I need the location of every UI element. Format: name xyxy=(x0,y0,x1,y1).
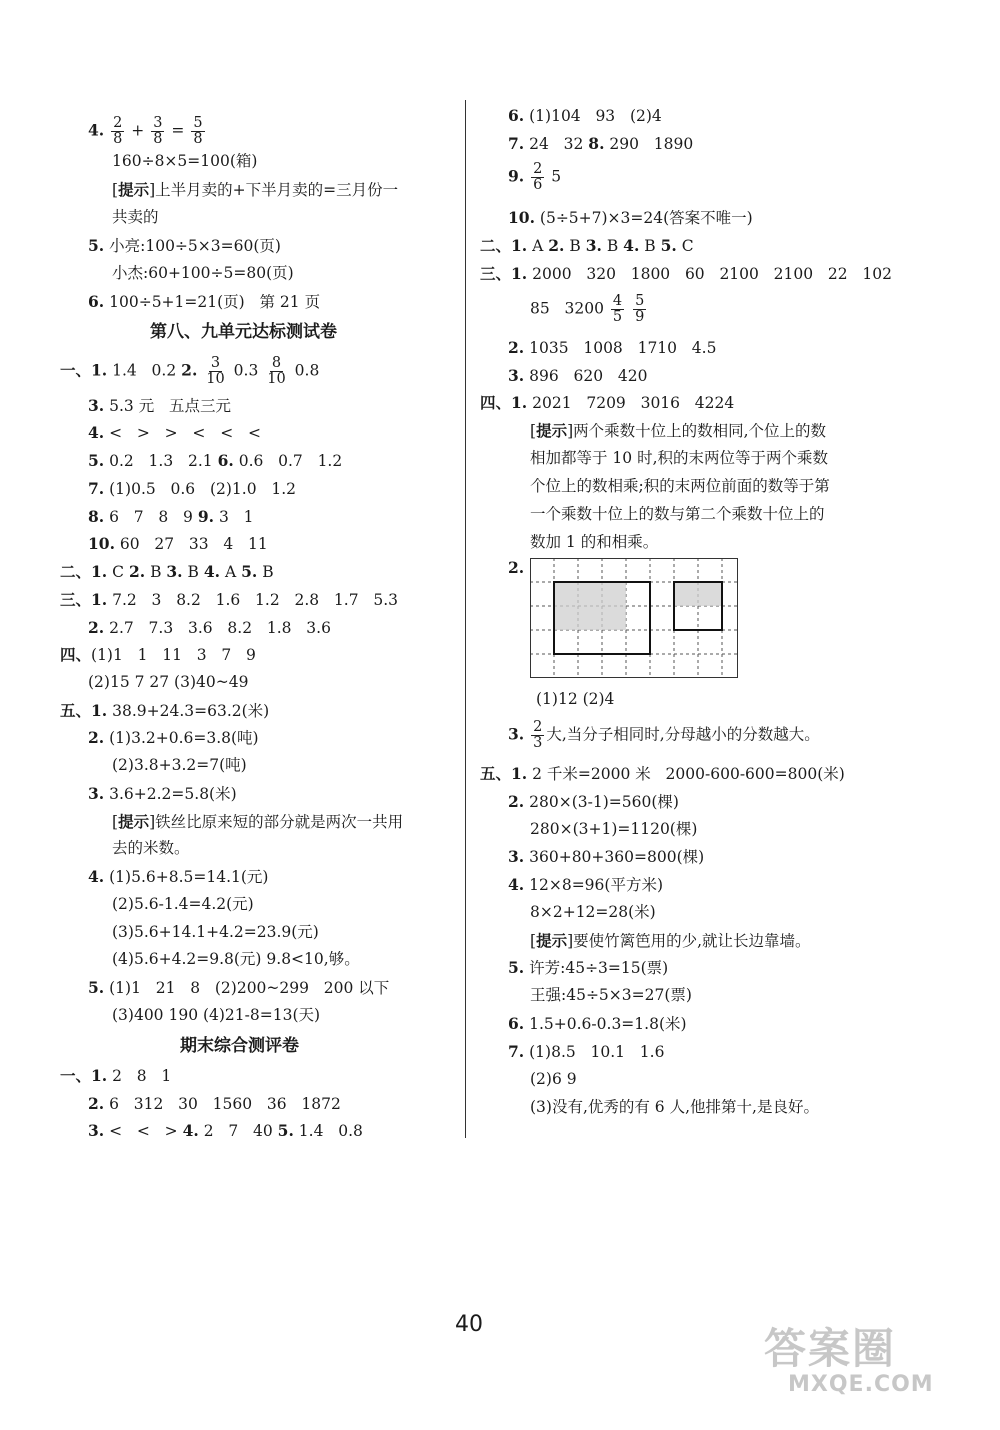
s2-line xyxy=(60,564,274,581)
answer-text: 3 1 xyxy=(218,508,254,526)
answer-text: 3.6+2.2=5.8(米) xyxy=(109,785,237,803)
hint-text: ]两个乘数十位上的数相同,个位上的数 xyxy=(567,422,827,440)
q-label: 10. xyxy=(508,208,535,227)
s1-q5-line xyxy=(88,453,342,470)
answer-text: 2 8 1 xyxy=(112,1067,172,1085)
answer-line: (2)3.8+3.2=7(吨) xyxy=(112,756,247,774)
hint-text: 一个乘数十位上的数与第二个乘数十位上的 xyxy=(530,505,825,523)
q6-line xyxy=(88,294,320,311)
q-label: 4. xyxy=(623,236,640,255)
q-label: 5. xyxy=(660,236,677,255)
answer-text: 896 620 420 xyxy=(529,367,648,385)
r9-line xyxy=(508,162,561,193)
s5-q4-line xyxy=(88,869,268,886)
answer-line: (2)5.6-1.4=4.2(元) xyxy=(112,895,254,913)
fraction xyxy=(111,116,124,147)
q-label: 一、1. xyxy=(60,360,108,380)
q-label: 2. xyxy=(548,236,565,255)
q-label: 五、1. xyxy=(480,764,528,783)
answer-text: 360+80+360=800(棵) xyxy=(529,848,705,866)
fraction xyxy=(151,116,164,147)
answer-text: (1)1 1 11 3 7 9 xyxy=(91,646,256,664)
fraction xyxy=(633,294,646,325)
q-label: 6. xyxy=(88,292,105,311)
q-label: 7. xyxy=(508,1042,525,1061)
answer-line: 8×2+12=28(米) xyxy=(530,903,656,921)
rs4-q2-label-line xyxy=(508,560,524,577)
answer-text: 2000 320 1800 60 2100 2100 22 102 xyxy=(532,265,892,283)
denominator: 10 xyxy=(206,371,225,388)
q-label: 三、1. xyxy=(480,264,528,283)
answer-text: 0.2 1.3 2.1 xyxy=(109,452,213,470)
hint-text: ]铁丝比原来短的部分就是两次一共用 xyxy=(149,813,404,831)
q-label: 4. xyxy=(203,562,221,581)
answer-text: 5 xyxy=(551,167,562,186)
q-label: 3. xyxy=(88,784,105,803)
q-label: 8. xyxy=(588,134,605,153)
numerator: 3 xyxy=(153,115,163,131)
bracket: [ xyxy=(530,422,537,440)
q-label: 2. xyxy=(508,338,525,357)
answer-text: < > > < < < xyxy=(109,424,261,442)
q-label: 6. xyxy=(508,106,525,125)
hint-line xyxy=(530,423,826,440)
rs4-q3-line xyxy=(508,720,820,751)
answer-text: A xyxy=(532,237,544,255)
denominator: 9 xyxy=(635,309,645,326)
answer-text: 1.4 0.8 xyxy=(298,1122,363,1140)
hint-tag: 提示 xyxy=(536,931,568,950)
q-label: 3. xyxy=(88,1121,105,1140)
denominator: 5 xyxy=(612,309,623,326)
rs5-q3-line xyxy=(508,849,704,866)
rs5-q7-line xyxy=(508,1044,664,1061)
answer-text: 12×8=96(平方米) xyxy=(529,876,664,894)
plus-sign: + xyxy=(131,121,145,140)
q-label: 3. xyxy=(166,562,183,581)
answer-text: (1)3.2+0.6=3.8(吨) xyxy=(109,729,259,747)
answer-line: (2)6 9 xyxy=(530,1070,577,1088)
rs5-q6-line xyxy=(508,1016,687,1033)
fraction xyxy=(611,294,624,325)
hint-tag: 提示 xyxy=(118,812,150,831)
answer-line: (3)5.6+14.1+4.2=23.9(元) xyxy=(112,923,319,941)
q5-line xyxy=(88,238,281,255)
section-title: 期末综合测评卷 xyxy=(180,1036,299,1056)
q-label: 2. xyxy=(88,618,105,637)
q-label: 三、1. xyxy=(60,590,108,609)
rs3-line-b xyxy=(530,294,648,325)
hint-tag: 提示 xyxy=(118,180,150,199)
hint-text: 个位上的数相乘;积的末两位前面的数等于第 xyxy=(530,477,830,495)
answer-text: (1)5.6+8.5=14.1(元) xyxy=(109,868,269,886)
f1-q3-line xyxy=(88,1123,363,1140)
equals-sign: = xyxy=(171,121,185,140)
answer-text: 38.9+24.3=63.2(米) xyxy=(112,702,270,720)
q-label: 2. xyxy=(508,792,525,811)
rs3-q2-line xyxy=(508,340,716,357)
q-label: 3. xyxy=(88,396,105,415)
q-label: 3. xyxy=(508,366,525,385)
q-label: 9. xyxy=(197,507,215,526)
numerator: 3 xyxy=(210,355,221,371)
hint-line xyxy=(112,814,403,831)
hint-text: 去的米数。 xyxy=(112,839,190,857)
denominator: 3 xyxy=(533,735,543,752)
numerator: 5 xyxy=(635,293,645,309)
q-label: 四、1. xyxy=(480,393,528,412)
shaded-area-1 xyxy=(554,582,626,630)
hint-text: 共卖的 xyxy=(112,208,159,226)
fraction xyxy=(265,356,287,387)
hint-line xyxy=(112,182,398,199)
denominator: 8 xyxy=(113,131,123,148)
s3-q2-line xyxy=(88,620,331,637)
hint-line xyxy=(530,933,811,950)
f1-line xyxy=(60,1068,171,1085)
f1-q2-line xyxy=(88,1096,341,1113)
watermark-text: 答案圈 xyxy=(764,1324,897,1373)
answer-line: 280×(3+1)=1120(棵) xyxy=(530,820,698,838)
column-divider xyxy=(465,100,466,1138)
numerator: 5 xyxy=(193,115,203,131)
q-label: 3. xyxy=(508,847,525,866)
answer-text: 1035 1008 1710 4.5 xyxy=(529,339,717,357)
hint-text: ]上半月卖的+下半月卖的=三月份一 xyxy=(149,181,399,199)
denominator: 8 xyxy=(193,131,203,148)
answer-text: B xyxy=(150,563,162,581)
answer-text: 0.8 xyxy=(294,361,320,380)
answer-text: A xyxy=(224,563,237,581)
fraction xyxy=(531,162,544,193)
q-label: 5. xyxy=(508,958,525,977)
grid-svg xyxy=(530,558,740,682)
shaded-area-2 xyxy=(674,582,722,606)
hint-text: ]要使竹篱笆用的少,就让长边靠墙。 xyxy=(567,932,811,950)
bracket: [ xyxy=(112,813,119,831)
s3-line xyxy=(60,592,398,609)
q-label: 5. xyxy=(88,236,105,255)
q-label: 5. xyxy=(241,562,258,581)
rs5-q2-line xyxy=(508,794,679,811)
watermark-logo xyxy=(758,1316,978,1408)
bracket: [ xyxy=(530,932,537,950)
numerator: 2 xyxy=(533,161,543,177)
denominator: 8 xyxy=(153,131,163,148)
r6-line xyxy=(508,108,662,125)
answer-text: < < > xyxy=(109,1122,178,1140)
hint-text: 相加都等于 10 时,积的末两位等于两个乘数 xyxy=(530,449,829,467)
numerator: 2 xyxy=(113,115,123,131)
q-label: 2. xyxy=(508,558,525,577)
answer-text: 100÷5+1=21(页) 第 21 页 xyxy=(109,293,321,311)
answer-text: 7.2 3 8.2 1.6 1.2 2.8 1.7 5.3 xyxy=(112,591,399,609)
answer-text: B xyxy=(187,563,199,581)
rs5-q5-line xyxy=(508,960,668,977)
q-label: 7. xyxy=(88,479,105,498)
s5-q2-line xyxy=(88,730,259,747)
answer-text: 小亮:100÷5×3=60(页) xyxy=(109,237,281,255)
q-label: 2. xyxy=(128,562,146,581)
r7-line xyxy=(508,136,693,153)
s1-q8-line xyxy=(88,509,254,526)
q-label: 7. xyxy=(508,134,525,153)
s4-line xyxy=(60,647,256,664)
answer-text: 0.3 xyxy=(233,361,259,380)
answer-text: 2 7 40 xyxy=(203,1122,273,1140)
q-label: 二、1. xyxy=(60,562,108,581)
answer-text: B xyxy=(644,237,656,255)
q-label: 3. xyxy=(508,724,525,744)
fraction xyxy=(204,356,226,387)
q-label: 二、1. xyxy=(480,236,528,255)
q-label: 4. xyxy=(88,867,105,886)
answer-text: (1)8.5 10.1 1.6 xyxy=(529,1043,665,1061)
s5-line xyxy=(60,703,269,720)
answer-text: 5.3 元 五点三元 xyxy=(109,397,231,415)
rs5-q4-line xyxy=(508,877,663,894)
answer-text: C xyxy=(112,563,124,581)
q-label: 5. xyxy=(277,1121,294,1140)
s1-q3-line xyxy=(88,398,231,415)
s1-q7-line xyxy=(88,481,296,498)
answer-text: 290 1890 xyxy=(609,135,694,153)
q-label: 8. xyxy=(88,507,105,526)
rs2-line xyxy=(480,238,694,255)
rs3-q3-line xyxy=(508,368,647,385)
answer-text: 1.4 0.2 xyxy=(112,361,177,380)
numerator: 4 xyxy=(612,293,623,309)
answer-text: B xyxy=(606,237,619,255)
section-title: 第八、九单元达标测试卷 xyxy=(150,322,337,342)
s1-q10-line xyxy=(88,536,268,553)
answer-line: (2)15 7 27 (3)40~49 xyxy=(88,673,249,691)
q-label: 五、1. xyxy=(60,701,108,720)
q-label: 2. xyxy=(181,360,198,380)
q-label: 4. xyxy=(182,1121,199,1140)
s1-q4-line xyxy=(88,425,261,442)
fraction xyxy=(191,116,204,147)
answer-text: 60 27 33 4 11 xyxy=(119,535,268,553)
answer-text: (1)0.5 0.6 (2)1.0 1.2 xyxy=(109,480,296,498)
answer-line: (4)5.6+4.2=9.8(元) 9.8<10,够。 xyxy=(112,950,360,968)
numerator: 8 xyxy=(271,355,282,371)
r10-line xyxy=(508,210,753,227)
q4-line xyxy=(88,116,207,147)
q-label: 4. xyxy=(88,120,105,140)
answer-text: 0.6 0.7 1.2 xyxy=(238,452,343,470)
q-label: 4. xyxy=(508,875,525,894)
answer-text: 2 千米=2000 米 2000-600-600=800(米) xyxy=(532,765,845,783)
hint-tag: 提示 xyxy=(536,421,568,440)
rs4-line xyxy=(480,395,734,412)
answer-text: 1.5+0.6-0.3=1.8(米) xyxy=(529,1015,687,1033)
s5-q3-line xyxy=(88,786,237,803)
q-label: 2. xyxy=(88,728,105,747)
answer-text: (5÷5+7)×3=24(答案不唯一) xyxy=(539,209,753,227)
watermark-url: MXQE.COM xyxy=(788,1372,934,1397)
q-label: 9. xyxy=(508,166,525,186)
q-label: 2. xyxy=(88,1094,105,1113)
answer-text: 280×(3-1)=560(棵) xyxy=(529,793,679,811)
rs5-line xyxy=(480,766,845,783)
answer-line: 王强:45÷5×3=27(票) xyxy=(530,986,692,1004)
denominator: 6 xyxy=(533,177,543,194)
answer-text: 85 3200 xyxy=(530,299,604,318)
answer-line: (3)没有,优秀的有 6 人,他排第十,是良好。 xyxy=(530,1098,819,1116)
fraction xyxy=(531,720,544,751)
answer-text: (1)104 93 (2)4 xyxy=(529,107,662,125)
answer-line: 小杰:60+100÷5=80(页) xyxy=(112,264,294,282)
numerator: 2 xyxy=(533,719,543,735)
answer-text: 许芳:45÷3=15(票) xyxy=(529,959,669,977)
q-label: 5. xyxy=(88,451,105,470)
page-number: 40 xyxy=(455,1312,483,1337)
answer-text: B xyxy=(569,237,581,255)
q-label: 6. xyxy=(217,451,234,470)
s1-q1-line xyxy=(60,356,319,387)
q-label: 6. xyxy=(508,1014,525,1033)
answer-line: 160÷8×5=100(箱) xyxy=(112,152,258,170)
rs3-line xyxy=(480,266,892,283)
answer-text: 2.7 7.3 3.6 8.2 1.8 3.6 xyxy=(109,619,331,637)
grid-figure xyxy=(530,558,740,686)
answer-text: 大,当分子相同时,分母越小的分数越大。 xyxy=(546,725,820,744)
bracket: [ xyxy=(112,181,119,199)
answer-text: C xyxy=(681,237,694,255)
answer-line: (3)400 190 (4)21-8=13(天) xyxy=(112,1006,321,1024)
answer-text: (1)1 21 8 (2)200~299 200 以下 xyxy=(109,979,390,997)
answer-line: (1)12 (2)4 xyxy=(536,690,615,708)
hint-text: 数加 1 的和相乘。 xyxy=(530,533,659,551)
answer-text: B xyxy=(262,563,274,581)
answer-text: 24 32 xyxy=(529,135,584,153)
denominator: 10 xyxy=(267,371,286,388)
q-label: 10. xyxy=(88,534,115,553)
answer-text: 2021 7209 3016 4224 xyxy=(532,394,735,412)
q-label: 3. xyxy=(585,236,602,255)
q-label: 四、 xyxy=(60,645,92,664)
q-label: 5. xyxy=(88,978,105,997)
q-label: 一、1. xyxy=(60,1066,108,1085)
q-label: 4. xyxy=(88,423,105,442)
s5-q5-line xyxy=(88,980,389,997)
answer-text: 6 7 8 9 xyxy=(109,508,193,526)
answer-text: 6 312 30 1560 36 1872 xyxy=(109,1095,341,1113)
